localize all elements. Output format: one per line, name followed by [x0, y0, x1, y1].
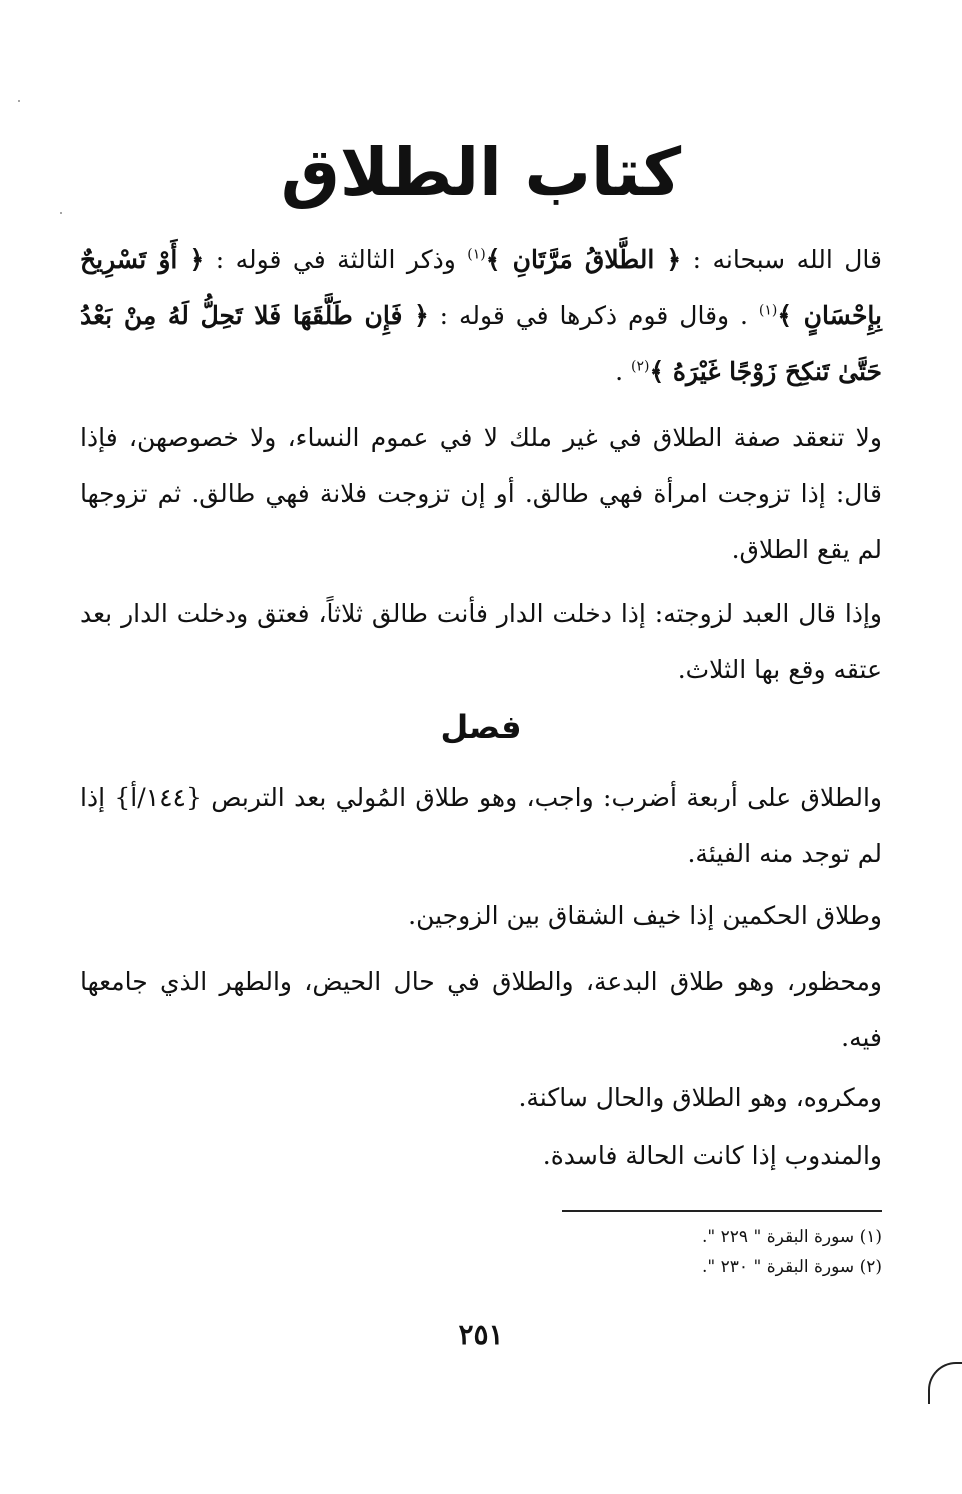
text-run: . وقال قوم ذكرها في قوله : [428, 301, 759, 330]
quran-verse: ﴿ الطَّلاقُ مَرَّتَانِ ﴾ [485, 245, 682, 274]
intro-block [80, 232, 882, 400]
footnote-ref: (٢) [631, 358, 650, 375]
scan-speck [18, 100, 20, 102]
paragraph-condition: ولا تنعقد صفة الطلاق في غير ملك لا في عموم النساء، ولا خصوصهن، فإذا قال: إذا تزوجت امرأة فهي طالق. أو إن تزوجت فلانة فهي طالق. ثم تزوجها لم يقع الطلاق. [80, 423, 882, 564]
footnote-2: (٢) سورة البقرة " ٢٣٠ ". [702, 1257, 882, 1277]
paragraph-disliked: ومكروه، وهو الطلاق والحال ساكنة. [518, 1083, 882, 1112]
section-block-4 [80, 1070, 882, 1126]
footnote-ref: (١) [467, 246, 486, 263]
page-number: ٢٥١ [458, 1318, 504, 1351]
paragraph-slave: وإذا قال العبد لزوجته: إذا دخلت الدار فأنت طالق ثلاثاً، فعتق ودخلت الدار بعد عتقه وقع بها الثلاث. [80, 599, 882, 684]
quran-verse: ﴿ أَوْ تَسْرِيحٌ بِإِحْسَانٍ ﴾ [80, 245, 882, 330]
footnote-1: (١) سورة البقرة " ٢٢٩ ". [702, 1227, 882, 1247]
paragraph-block-2 [80, 410, 882, 578]
section-heading: فصل [440, 708, 522, 746]
section-block-3 [80, 954, 882, 1066]
paragraph-block-3 [80, 586, 882, 698]
footnotes [702, 1222, 882, 1282]
footnote-divider [562, 1210, 882, 1212]
quran-verse: ﴿ فَإِن طَلَّقَهَا فَلا تَحِلُّ لَهُ مِنْ بَعْدُ حَتَّىٰ تَنكِحَ زَوْجًا غَيْرَهُ ﴾ [80, 301, 882, 386]
text-run: . [615, 357, 632, 386]
section-block-2 [80, 888, 882, 944]
paragraph-arbiters: وطلاق الحكمين إذا خيف الشقاق بين الزوجين. [408, 901, 882, 930]
paragraph-verses [80, 232, 882, 400]
paragraph-recommended: والمندوب إذا كانت الحالة فاسدة. [542, 1141, 882, 1170]
section-block [80, 770, 882, 882]
chapter-title: كتاب الطلاق [280, 134, 682, 211]
text-run: قال الله سبحانه : [681, 245, 882, 274]
footnote-ref: (١) [758, 302, 778, 319]
corner-crop-mark [928, 1362, 962, 1404]
section-block-5 [80, 1128, 882, 1184]
paragraph-types: والطلاق على أربعة أضرب: واجب، وهو طلاق المُولي بعد التربص {١٤٤/أ} إذا لم توجد منه الفيئة. [80, 783, 883, 868]
text-run: وذكر الثالثة في قوله : [204, 245, 468, 274]
paragraph-forbidden: ومحظور، وهو طلاق البدعة، والطلاق في حال الحيض، والطهر الذي جامعها فيه. [80, 967, 882, 1052]
